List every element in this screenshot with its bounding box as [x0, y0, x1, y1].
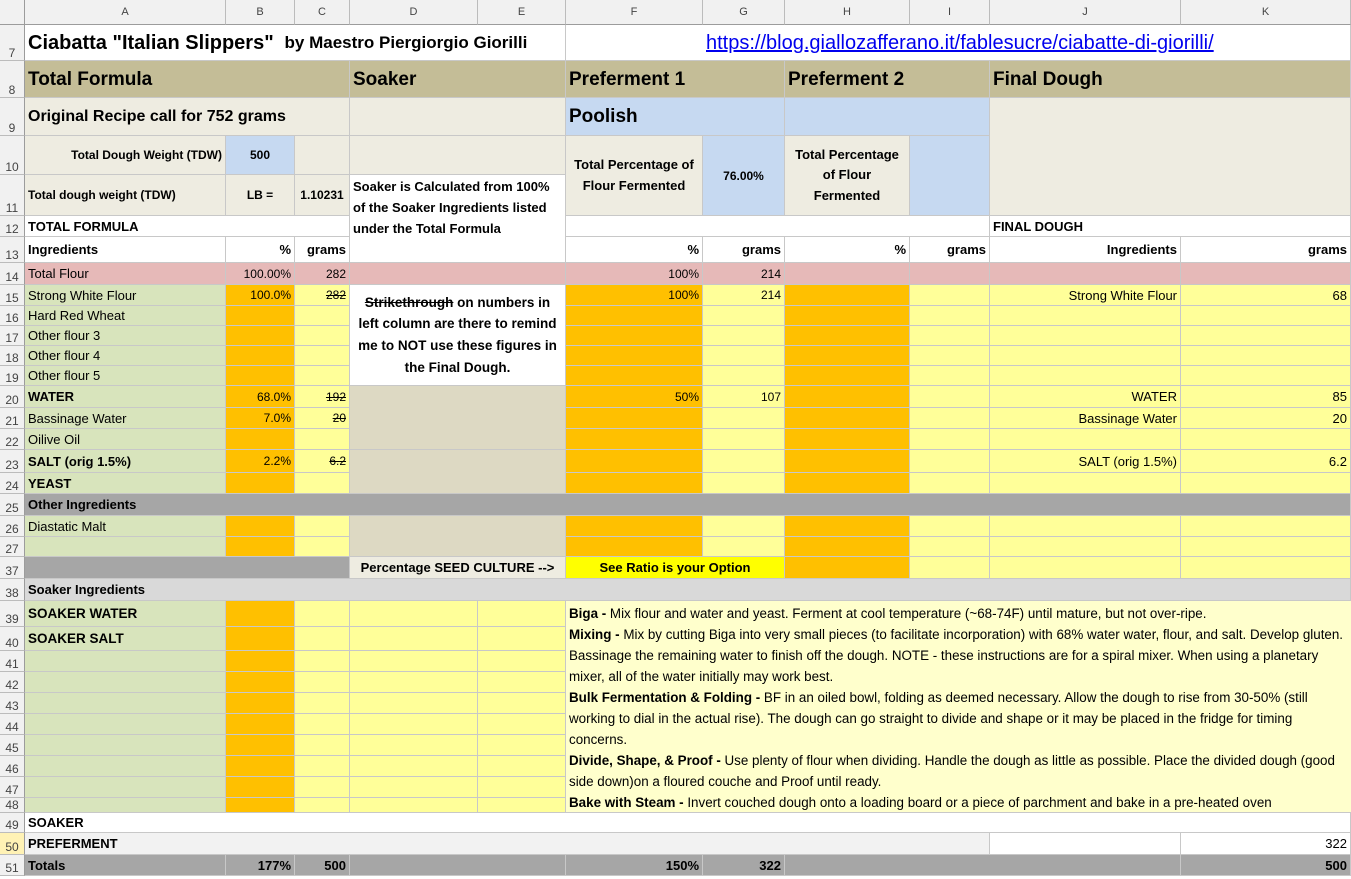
soaker-grams[interactable]	[478, 798, 566, 813]
pf2-grams[interactable]	[910, 285, 990, 306]
ingredient-grams[interactable]	[295, 537, 350, 557]
soaker-grams[interactable]	[478, 777, 566, 798]
row-header-16[interactable]: 16	[0, 306, 25, 326]
column-header-i[interactable]: I	[910, 0, 990, 25]
instruction-step: Mixing - Mix by cutting Biga into very small pieces (to facilitate incorporation) with 68% water water, flour, and salt. Develop gluten. Bassinage the remaining water to finish off the dough. NOTE - these instructions are for a spiral mixer. When using a planetary mixer, all of the water initially may work best.	[569, 627, 1344, 684]
blank-cell[interactable]	[350, 855, 566, 876]
row-header-15[interactable]: 15	[0, 285, 25, 306]
instructions-notes[interactable]	[566, 601, 1351, 813]
soaker-grams[interactable]	[478, 627, 566, 651]
pf2-grams[interactable]	[910, 537, 990, 557]
ingredient-name[interactable]: Bassinage Water	[25, 408, 226, 429]
row-header-46[interactable]: 46	[0, 756, 25, 777]
soaker-blank[interactable]	[350, 98, 566, 136]
pf2-grams[interactable]	[910, 263, 990, 285]
lb-value[interactable]: 1.10231	[295, 175, 350, 216]
ingredient-name[interactable]	[25, 777, 226, 798]
blank-cell[interactable]	[785, 855, 1181, 876]
pf1-header-pct[interactable]: %	[566, 237, 703, 263]
fd-ingredient-name[interactable]: Bassinage Water	[990, 408, 1181, 429]
ingredient-grams[interactable]	[295, 601, 350, 627]
row-header-10[interactable]: 10	[0, 136, 25, 175]
row-header-45[interactable]: 45	[0, 735, 25, 756]
row-header-51[interactable]: 51	[0, 855, 25, 876]
pf1-pct[interactable]	[566, 408, 703, 429]
instruction-step: Bake with Steam - Invert couched dough onto a loading board or a piece of parchment and bake in a pre-heated oven	[569, 795, 1272, 810]
fd-ingredient-name[interactable]	[990, 366, 1181, 386]
soaker-grams[interactable]	[478, 756, 566, 777]
row-header-50[interactable]: 50	[0, 833, 25, 855]
row-header-38[interactable]: 38	[0, 579, 25, 601]
pf1-grams[interactable]	[703, 429, 785, 450]
soaker-blank[interactable]	[350, 450, 566, 494]
ingredient-pct[interactable]	[226, 798, 295, 813]
column-header-k[interactable]: K	[1181, 0, 1351, 25]
pf1-grams[interactable]	[703, 366, 785, 386]
ingredient-pct[interactable]	[226, 735, 295, 756]
ingredient-name[interactable]	[25, 693, 226, 714]
fd-grams[interactable]	[1181, 263, 1351, 285]
pf2-pct[interactable]	[785, 285, 910, 306]
ingredient-soaker-salt[interactable]: SOAKER SALT	[25, 627, 226, 651]
fd-grams[interactable]	[1181, 516, 1351, 537]
soaker-total-flour[interactable]	[350, 263, 566, 285]
section-final-dough[interactable]: Final Dough	[990, 61, 1351, 98]
ingredient-name[interactable]	[25, 651, 226, 672]
row-header-11[interactable]: 11	[0, 175, 25, 216]
fd-ingredient-name[interactable]	[990, 326, 1181, 346]
pf1-grams[interactable]	[703, 326, 785, 346]
column-header-b[interactable]: B	[226, 0, 295, 25]
row-header-37[interactable]: 37	[0, 557, 25, 579]
ingredient-pct[interactable]	[226, 473, 295, 494]
fd-ingredient-name[interactable]	[990, 263, 1181, 285]
pf1-pct[interactable]	[566, 473, 703, 494]
fd-ingredient-name[interactable]: Strong White Flour	[990, 285, 1181, 306]
fd-header-ingredients[interactable]: Ingredients	[990, 237, 1181, 263]
row-header-20[interactable]: 20	[0, 386, 25, 408]
pf1-grams[interactable]	[703, 306, 785, 326]
soaker-pct[interactable]	[350, 651, 478, 672]
row-header-44[interactable]: 44	[0, 714, 25, 735]
recipe-url-link[interactable]	[566, 25, 1351, 61]
pf1-pct[interactable]	[566, 429, 703, 450]
fd-totals-grams[interactable]: 500	[1181, 855, 1351, 876]
pf2-pct[interactable]	[785, 408, 910, 429]
soaker-grams[interactable]	[478, 651, 566, 672]
ingredient-grams[interactable]	[295, 735, 350, 756]
ingredient-diastatic-malt[interactable]: Diastatic Malt	[25, 516, 226, 537]
pf2-grams[interactable]	[910, 429, 990, 450]
fd-ingredient-name[interactable]	[990, 346, 1181, 366]
tdw-label[interactable]: Total Dough Weight (TDW)	[25, 136, 226, 175]
ingredient-name[interactable]: SALT (orig 1.5%)	[25, 450, 226, 473]
soaker-blank[interactable]	[350, 136, 566, 175]
ingredient-name[interactable]: Other flour 5	[25, 366, 226, 386]
fd-grams[interactable]	[1181, 346, 1351, 366]
row-header-14[interactable]: 14	[0, 263, 25, 285]
soaker-pct[interactable]	[350, 756, 478, 777]
pf1-pct[interactable]	[566, 537, 703, 557]
ingredient-name[interactable]	[25, 735, 226, 756]
pf1-pct[interactable]	[566, 346, 703, 366]
ingredient-name[interactable]	[25, 714, 226, 735]
soaker-pct[interactable]	[350, 798, 478, 813]
lb-label[interactable]: LB =	[226, 175, 295, 216]
row-header-12[interactable]: 12	[0, 216, 25, 237]
ingredient-pct[interactable]: 7.0%	[226, 408, 295, 429]
ingredient-grams[interactable]	[295, 651, 350, 672]
ingredient-grams[interactable]	[295, 627, 350, 651]
soaker-pct[interactable]	[350, 735, 478, 756]
ingredient-grams[interactable]: 282	[295, 263, 350, 285]
ingredient-name[interactable]	[25, 798, 226, 813]
tdw-value[interactable]: 500	[226, 136, 295, 175]
seed-culture-label[interactable]: Percentage SEED CULTURE -->	[350, 557, 566, 579]
header-pct[interactable]: %	[226, 237, 295, 263]
blank-cell[interactable]	[566, 216, 990, 237]
ingredient-pct[interactable]: 100.00%	[226, 263, 295, 285]
pf1-fermented-value[interactable]: 76.00%	[703, 136, 785, 216]
row-header-40[interactable]: 40	[0, 627, 25, 651]
ingredient-name[interactable]: Total Flour	[25, 263, 226, 285]
ingredient-grams[interactable]	[295, 777, 350, 798]
original-recipe-note[interactable]: Original Recipe call for 752 grams	[25, 98, 350, 136]
pf2-pct[interactable]	[785, 326, 910, 346]
instruction-step: Biga - Mix flour and water and yeast. Ferment at cool temperature (~68-74F) until mature, but not over-ripe.	[569, 606, 1207, 621]
pf1-grams[interactable]	[703, 450, 785, 473]
column-header-c[interactable]: C	[295, 0, 350, 25]
tdw-label-2[interactable]: Total dough weight (TDW)	[25, 175, 226, 216]
pf2-grams[interactable]	[910, 408, 990, 429]
pf2-pct[interactable]	[785, 346, 910, 366]
column-header-f[interactable]: F	[566, 0, 703, 25]
ingredient-pct[interactable]	[226, 627, 295, 651]
pf2-pct[interactable]	[785, 306, 910, 326]
ingredient-pct[interactable]: 100.0%	[226, 285, 295, 306]
soaker-pct[interactable]	[350, 672, 478, 693]
row-header-41[interactable]: 41	[0, 651, 25, 672]
pf2-grams[interactable]	[910, 557, 990, 579]
pf1-grams[interactable]	[703, 473, 785, 494]
final-dough-blank[interactable]	[990, 98, 1351, 216]
ingredient-grams[interactable]	[295, 306, 350, 326]
pf2-header-grams[interactable]: grams	[910, 237, 990, 263]
pf2-pct[interactable]	[785, 429, 910, 450]
ingredient-pct[interactable]	[226, 672, 295, 693]
preferment-2-type[interactable]	[785, 98, 990, 136]
ingredient-pct[interactable]	[226, 756, 295, 777]
header-grams[interactable]: grams	[295, 237, 350, 263]
ingredient-pct[interactable]	[226, 601, 295, 627]
pf1-totals-grams[interactable]: 322	[703, 855, 785, 876]
ingredient-pct[interactable]	[226, 366, 295, 386]
soaker-ingredients-header[interactable]: Soaker Ingredients	[25, 579, 1351, 601]
row-header-21[interactable]: 21	[0, 408, 25, 429]
totals-grams[interactable]: 500	[295, 855, 350, 876]
pf2-pct[interactable]	[785, 557, 910, 579]
fd-grams[interactable]: 85	[1181, 386, 1351, 408]
pf2-header-pct[interactable]: %	[785, 237, 910, 263]
soaker-pct[interactable]	[350, 601, 478, 627]
ingredient-pct[interactable]	[226, 429, 295, 450]
fd-ingredient-name[interactable]	[990, 429, 1181, 450]
ingredient-name[interactable]	[25, 537, 226, 557]
ingredient-grams[interactable]	[295, 693, 350, 714]
ingredient-name[interactable]: Other flour 3	[25, 326, 226, 346]
fd-grams[interactable]	[1181, 429, 1351, 450]
row-header-22[interactable]: 22	[0, 429, 25, 450]
pf1-fermented-label[interactable]: Total Percentage of Flour Fermented	[566, 136, 703, 216]
pf2-grams[interactable]	[910, 306, 990, 326]
ingredient-pct[interactable]: 68.0%	[226, 386, 295, 408]
soaker-pct[interactable]	[350, 693, 478, 714]
final-dough-label[interactable]: FINAL DOUGH	[990, 216, 1351, 237]
ingredient-grams[interactable]	[295, 516, 350, 537]
ingredient-grams[interactable]: 20	[295, 408, 350, 429]
soaker-grams[interactable]	[478, 672, 566, 693]
soaker-pct[interactable]	[350, 777, 478, 798]
row-header-25[interactable]: 25	[0, 494, 25, 516]
fd-ingredient-name[interactable]	[990, 516, 1181, 537]
blank-cell[interactable]	[990, 833, 1181, 855]
other-ingredients-header[interactable]: Other Ingredients	[25, 494, 1351, 516]
pf1-pct[interactable]	[566, 450, 703, 473]
ingredient-pct[interactable]	[226, 714, 295, 735]
ingredient-pct[interactable]	[226, 516, 295, 537]
row-header-8[interactable]: 8	[0, 61, 25, 98]
row-header-42[interactable]: 42	[0, 672, 25, 693]
soaker-grams[interactable]	[478, 714, 566, 735]
pf1-header-grams[interactable]: grams	[703, 237, 785, 263]
column-header-d[interactable]: D	[350, 0, 478, 25]
soaker-note[interactable]: Soaker is Calculated from 100% of the Soaker Ingredients listed under the Total Formula	[350, 175, 566, 263]
recipe-url[interactable]: https://blog.giallozafferano.it/fablesucre/ciabatte-di-giorilli/	[706, 31, 1214, 54]
fd-ingredient-name[interactable]	[990, 306, 1181, 326]
section-total-formula[interactable]: Total Formula	[25, 61, 350, 98]
pf2-pct[interactable]	[785, 263, 910, 285]
ingredient-grams[interactable]	[295, 429, 350, 450]
soaker-summary-label[interactable]: SOAKER	[25, 813, 1351, 833]
section-preferment-1[interactable]: Preferment 1	[566, 61, 785, 98]
ingredient-grams[interactable]	[295, 326, 350, 346]
column-header-g[interactable]: G	[703, 0, 785, 25]
column-header-j[interactable]: J	[990, 0, 1181, 25]
row-header-47[interactable]: 47	[0, 777, 25, 798]
pf1-grams[interactable]	[703, 408, 785, 429]
fd-header-grams[interactable]: grams	[1181, 237, 1351, 263]
fd-grams[interactable]	[1181, 557, 1351, 579]
select-all-corner[interactable]	[0, 0, 25, 25]
soaker-grams[interactable]	[478, 601, 566, 627]
pf2-pct[interactable]	[785, 366, 910, 386]
ingredient-name[interactable]: Oilive Oil	[25, 429, 226, 450]
header-ingredients[interactable]: Ingredients	[25, 237, 226, 263]
ingredient-name[interactable]: YEAST	[25, 473, 226, 494]
row-header-17[interactable]: 17	[0, 326, 25, 346]
pf1-grams[interactable]	[703, 537, 785, 557]
ingredient-pct[interactable]	[226, 693, 295, 714]
ingredient-name[interactable]: WATER	[25, 386, 226, 408]
ingredient-grams[interactable]	[295, 714, 350, 735]
pf1-pct[interactable]	[566, 326, 703, 346]
fd-grams[interactable]	[1181, 306, 1351, 326]
pf1-pct[interactable]	[566, 366, 703, 386]
pf1-pct[interactable]: 100%	[566, 263, 703, 285]
row-header-9[interactable]: 9	[0, 98, 25, 136]
strikethrough-note-text: Strikethrough on numbers in left column are there to remind me to NOT use these figures in the Final Dough.	[358, 294, 557, 375]
ingredient-pct[interactable]	[226, 651, 295, 672]
row-header-7[interactable]: 7	[0, 25, 25, 61]
ingredient-grams[interactable]: 6.2	[295, 450, 350, 473]
fd-ingredient-name[interactable]	[990, 473, 1181, 494]
pf2-fermented-label[interactable]: Total Percentage of Flour Fermented	[785, 136, 910, 216]
row-header-19[interactable]: 19	[0, 366, 25, 386]
row-header-24[interactable]: 24	[0, 473, 25, 494]
ingredient-pct[interactable]	[226, 306, 295, 326]
column-header-a[interactable]: A	[25, 0, 226, 25]
section-preferment-2[interactable]: Preferment 2	[785, 61, 990, 98]
pf1-pct[interactable]: 100%	[566, 285, 703, 306]
pf1-grams[interactable]	[703, 516, 785, 537]
instruction-step: Bulk Fermentation & Folding - BF in an oiled bowl, folding as deemed necessary. Allow the dough to rise from 30-50% (still working to dial in the actual rise). The dough can go straight to divide and shape or it may be placed in the fridge for timing concerns.	[569, 690, 1308, 747]
pf2-grams[interactable]	[910, 366, 990, 386]
pf1-grams[interactable]: 214	[703, 285, 785, 306]
pf1-totals-pct[interactable]: 150%	[566, 855, 703, 876]
ingredient-grams[interactable]	[295, 798, 350, 813]
ingredient-soaker-water[interactable]: SOAKER WATER	[25, 601, 226, 627]
fd-grams[interactable]	[1181, 366, 1351, 386]
seed-ratio-note[interactable]: See Ratio is your Option	[566, 557, 785, 579]
preferment-summary-value[interactable]: 322	[1181, 833, 1351, 855]
row-header-18[interactable]: 18	[0, 346, 25, 366]
pf2-grams[interactable]	[910, 326, 990, 346]
row-header-26[interactable]: 26	[0, 516, 25, 537]
recipe-title-cell[interactable]	[25, 25, 566, 61]
ingredient-name[interactable]	[25, 672, 226, 693]
strikethrough-note[interactable]	[350, 285, 566, 386]
fd-grams[interactable]: 6.2	[1181, 450, 1351, 473]
ingredient-grams[interactable]: 192	[295, 386, 350, 408]
pf2-grams[interactable]	[910, 386, 990, 408]
ingredient-grams[interactable]	[295, 366, 350, 386]
column-header-h[interactable]: H	[785, 0, 910, 25]
soaker-pct[interactable]	[350, 627, 478, 651]
section-soaker[interactable]: Soaker	[350, 61, 566, 98]
pf2-grams[interactable]	[910, 346, 990, 366]
ingredient-name[interactable]: Hard Red Wheat	[25, 306, 226, 326]
ingredient-pct[interactable]: 2.2%	[226, 450, 295, 473]
pf1-pct[interactable]	[566, 306, 703, 326]
fd-grams[interactable]: 20	[1181, 408, 1351, 429]
preferment-summary-label[interactable]: PREFERMENT	[25, 833, 990, 855]
pf2-pct[interactable]	[785, 386, 910, 408]
ingredient-grams[interactable]	[295, 346, 350, 366]
ingredient-pct[interactable]	[226, 537, 295, 557]
soaker-pct[interactable]	[350, 714, 478, 735]
pf2-grams[interactable]	[910, 450, 990, 473]
pf1-grams[interactable]: 107	[703, 386, 785, 408]
pf2-fermented-value[interactable]	[910, 136, 990, 216]
blank-cell[interactable]	[25, 557, 350, 579]
pf1-pct[interactable]	[566, 516, 703, 537]
ingredient-pct[interactable]	[226, 326, 295, 346]
soaker-blank[interactable]	[350, 386, 566, 450]
recipe-author: by Maestro Piergiorgio Giorilli	[284, 33, 528, 52]
ingredient-name[interactable]	[25, 756, 226, 777]
totals-pct[interactable]: 177%	[226, 855, 295, 876]
ingredient-grams[interactable]: 282	[295, 285, 350, 306]
pf1-grams[interactable]	[703, 346, 785, 366]
row-header-48[interactable]: 48	[0, 798, 25, 813]
ingredient-name[interactable]: Strong White Flour	[25, 285, 226, 306]
row-header-49[interactable]: 49	[0, 813, 25, 833]
ingredient-pct[interactable]	[226, 346, 295, 366]
row-header-13[interactable]: 13	[0, 237, 25, 263]
ingredient-grams[interactable]	[295, 672, 350, 693]
totals-label[interactable]: Totals	[25, 855, 226, 876]
pf2-pct[interactable]	[785, 516, 910, 537]
soaker-grams[interactable]	[478, 735, 566, 756]
row-header-39[interactable]: 39	[0, 601, 25, 627]
fd-grams[interactable]	[1181, 326, 1351, 346]
fd-ingredient-name[interactable]	[990, 557, 1181, 579]
row-header-23[interactable]: 23	[0, 450, 25, 473]
recipe-title: Ciabatta "Italian Slippers"	[28, 31, 274, 54]
column-header-e[interactable]: E	[478, 0, 566, 25]
fd-ingredient-name[interactable]: SALT (orig 1.5%)	[990, 450, 1181, 473]
ingredient-grams[interactable]	[295, 756, 350, 777]
fd-grams[interactable]	[1181, 473, 1351, 494]
instruction-step: Divide, Shape, & Proof - Use plenty of flour when dividing. Handle the dough as little as possible. Place the divided dough (good side down)on a floured couche and Proof until ready.	[569, 753, 1335, 789]
pf2-pct[interactable]	[785, 450, 910, 473]
ingredient-pct[interactable]	[226, 777, 295, 798]
blank-cell[interactable]	[295, 136, 350, 175]
pf2-grams[interactable]	[910, 516, 990, 537]
pf2-pct[interactable]	[785, 473, 910, 494]
fd-ingredient-name[interactable]: WATER	[990, 386, 1181, 408]
fd-ingredient-name[interactable]	[990, 537, 1181, 557]
row-header-27[interactable]: 27	[0, 537, 25, 557]
pf1-pct[interactable]: 50%	[566, 386, 703, 408]
preferment-type[interactable]: Poolish	[566, 98, 785, 136]
pf2-grams[interactable]	[910, 473, 990, 494]
fd-grams[interactable]	[1181, 537, 1351, 557]
total-formula-label[interactable]: TOTAL FORMULA	[25, 216, 350, 237]
row-header-43[interactable]: 43	[0, 693, 25, 714]
ingredient-grams[interactable]	[295, 473, 350, 494]
fd-grams[interactable]: 68	[1181, 285, 1351, 306]
pf2-pct[interactable]	[785, 537, 910, 557]
pf1-grams[interactable]: 214	[703, 263, 785, 285]
ingredient-name[interactable]: Other flour 4	[25, 346, 226, 366]
soaker-blank[interactable]	[350, 516, 566, 557]
soaker-grams[interactable]	[478, 693, 566, 714]
